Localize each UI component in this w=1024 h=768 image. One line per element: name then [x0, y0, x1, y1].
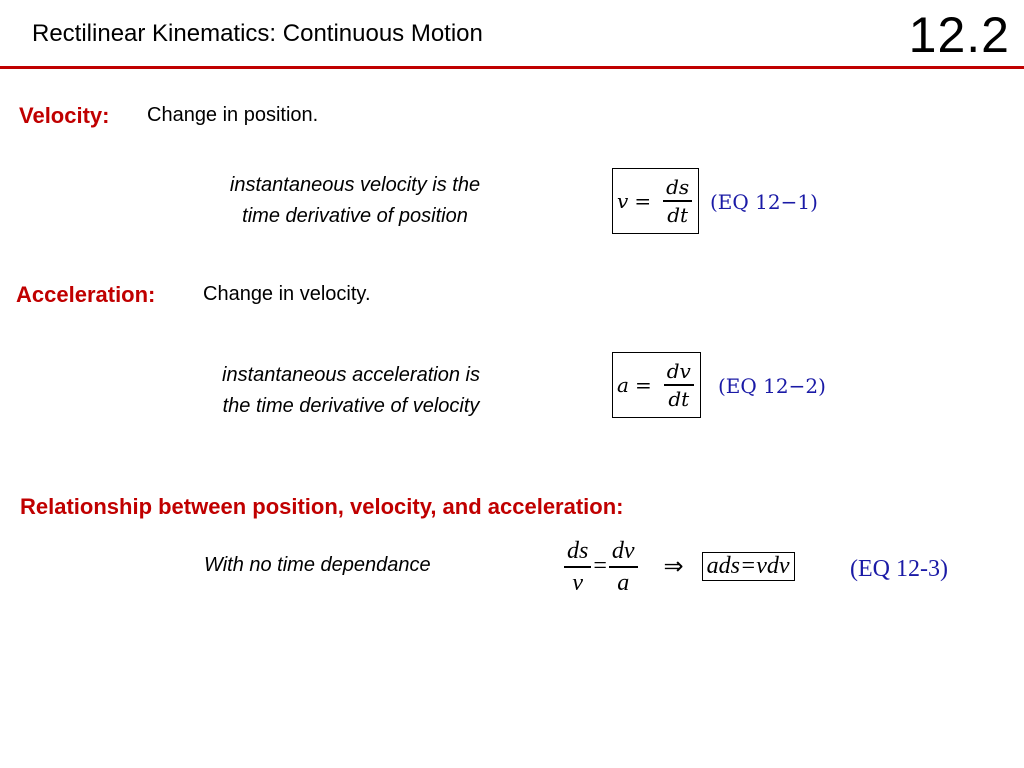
fraction-numerator: dv — [666, 359, 691, 384]
relationship-note: With no time dependance — [204, 554, 431, 576]
acceleration-note — [190, 360, 512, 422]
fraction — [564, 536, 591, 598]
slide-title: Rectilinear Kinematics: Continuous Motion — [32, 20, 483, 47]
equals-sign: = — [634, 373, 652, 397]
fraction — [663, 174, 692, 228]
velocity-note — [196, 170, 514, 232]
acceleration-heading: Acceleration: — [16, 282, 156, 307]
header-divider — [0, 66, 1024, 69]
fraction-denominator: a — [617, 569, 630, 596]
velocity-note-line1: instantaneous velocity is the — [229, 174, 481, 196]
acceleration-equation — [612, 352, 701, 418]
equals-sign: = — [593, 553, 607, 580]
fraction-denominator: dt — [667, 202, 689, 227]
acceleration-note-line1: instantaneous acceleration is — [222, 364, 480, 386]
acceleration-note-line2: the time derivative of velocity — [222, 395, 480, 417]
relationship-equation-ref: (EQ 12-3) — [850, 556, 948, 582]
fraction-numerator: ds — [666, 175, 690, 200]
fraction-denominator: v — [572, 569, 583, 596]
acceleration-description: Change in velocity. — [203, 283, 371, 305]
equation-lhs: a — [617, 373, 629, 397]
fraction-numerator: ds — [567, 538, 589, 564]
velocity-equation — [612, 168, 699, 234]
fraction-denominator: dt — [668, 386, 690, 411]
relationship-heading: Relationship between position, velocity, and acceleration: — [20, 494, 624, 519]
velocity-equation-ref: (EQ 12−1) — [710, 190, 818, 214]
fraction-numerator: dv — [611, 538, 635, 564]
velocity-note-line2: time derivative of position — [242, 205, 468, 227]
fraction — [609, 536, 638, 598]
velocity-heading: Velocity: — [19, 103, 110, 128]
section-number: 12.2 — [908, 7, 1010, 63]
fraction — [664, 358, 694, 412]
velocity-description: Change in position. — [147, 104, 319, 126]
acceleration-equation-ref: (EQ 12−2) — [718, 374, 826, 398]
relationship-equation — [564, 536, 795, 598]
equals-sign: = — [634, 189, 652, 213]
equation-lhs: v — [617, 189, 629, 213]
result-equation-box: ads=vdv — [702, 552, 795, 581]
implies-arrow-icon: ⇒ — [663, 554, 684, 581]
